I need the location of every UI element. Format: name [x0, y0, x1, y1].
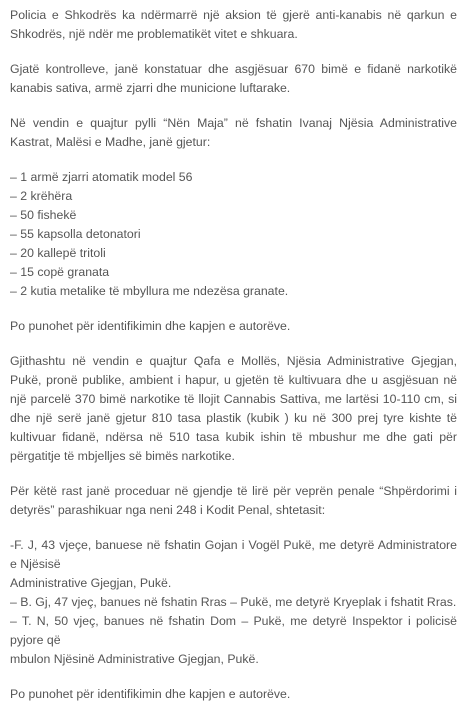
list-item: – 2 krëhëra [10, 189, 73, 203]
list-item: – 15 copë granata [10, 265, 110, 279]
suspect-line: – B. Gj, 47 vjeç, banues në fshatin Rras – Pukë, me detyrë Kryeplak i fshatit Rras. [10, 595, 457, 609]
charges-paragraph: Për këtë rast janë proceduar në gjendje të lirë për veprën penale “Shpërdorimi i detyrës” parashikuar nga neni 248 i Kodit Penal, shtetasit: [10, 484, 457, 517]
list-item: – 1 armë zjarri atomatik model 56 [10, 170, 193, 184]
list-item: – 55 kapsolla detonatori [10, 227, 141, 241]
found-items-list [10, 168, 457, 301]
list-item: – 2 kutia metalike të mbyllura me ndezësa granate. [10, 284, 289, 298]
list-item: – 20 kallepë tritoli [10, 246, 106, 260]
list-item: – 50 fishekë [10, 208, 77, 222]
closing-note: Po punohet për identifikimin dhe kapjen e autorëve. [10, 687, 291, 701]
suspect-line: -F. J, 43 vjeçe, banuese në fshatin Gojan i Vogël Pukë, me detyrë Administratore e Njësisë [10, 538, 457, 571]
investigation-note: Po punohet për identifikimin dhe kapjen e autorëve. [10, 319, 291, 333]
intro-paragraph: Policia e Shkodrës ka ndërmarrë një aksion të gjerë anti-kanabis në qarkun e Shkodrës, një ndër me problematikët vitet e shkuara. [10, 8, 457, 41]
location-paragraph: Në vendin e quajtur pylli “Nën Maja” në fshatin Ivanaj Njësia Administrative Kastrat, Malësi e Madhe, janë gjetur: [10, 116, 457, 149]
cannabis-paragraph: Gjithashtu në vendin e quajtur Qafa e Mollës, Njësia Administrative Gjegjan, Pukë, pronë publike, ambient i hapur, u gjetën të kultivuara dhe u asgjësuan në një parcelë 370 bimë narkotike të llojit Cannabis Sattiva, me lartësi 10-110 cm, si dhe një serë janë gjetur 810 tasa plastik (kubik ) ku në 300 prej tyre kishte të kultivuar fidanë, ndërsa në 510 tasa kubik ishin të mbushur me dhe gati për përgatitje të mbjelljes së bimës narkotike. [10, 354, 457, 463]
suspect-line: mbulon Njësinë Administrative Gjegjan, Pukë. [10, 652, 259, 666]
inspection-paragraph: Gjatë kontrolleve, janë konstatuar dhe asgjësuar 670 bimë e fidanë narkotikë kanabis sativa, armë zjarri dhe municione luftarake. [10, 62, 457, 95]
suspects-list [10, 536, 457, 669]
suspect-line: Administrative Gjegjan, Pukë. [10, 576, 172, 590]
article-body [10, 6, 457, 720]
suspect-line: – T. N, 50 vjeç, banues në fshatin Dom – Pukë, me detyrë Inspektor i policisë pyjore që [10, 614, 457, 647]
